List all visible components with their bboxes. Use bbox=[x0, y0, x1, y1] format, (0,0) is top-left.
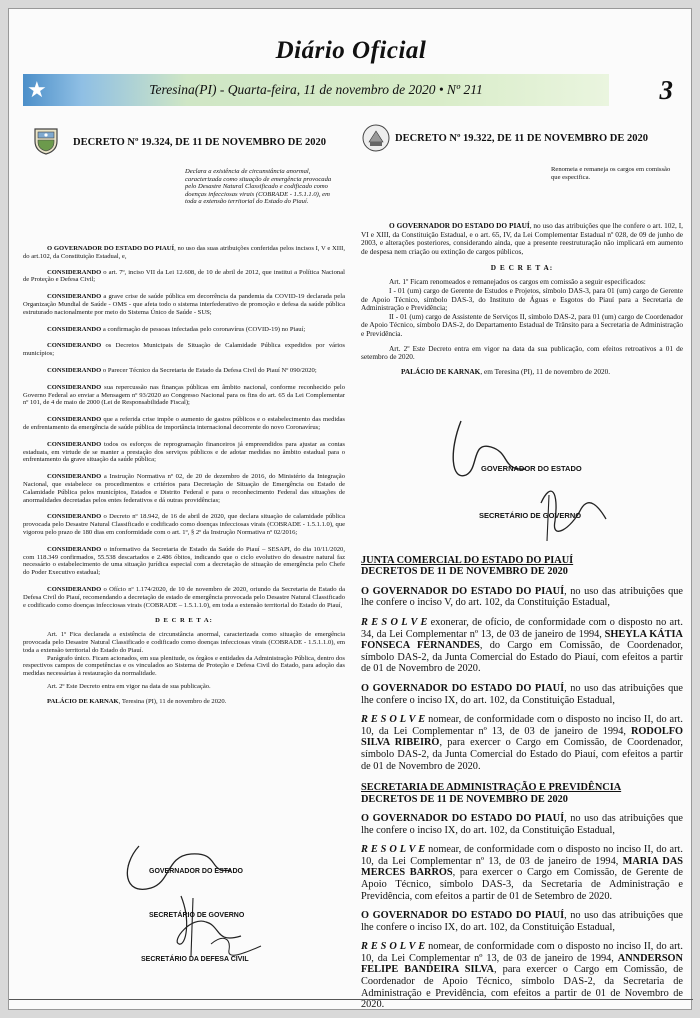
junta-resolve-1: R E S O L V E exonerar, de ofício, de conformidade com o disposto no art. 34, da Lei Complementar nº 13, de 03 de janeiro de 1994, SHEYLA KÁTIA FONSECA FERNANDES, do Cargo em Comissão, de Coordenador, símbolo DAS-2, da Junta Comercial do Estado do Piauí, com efeitos a partir de 01 de Novembro de 2020. bbox=[361, 617, 683, 675]
signature-governador: GOVERNADOR DO ESTADO bbox=[149, 868, 243, 875]
junta-governor-clause-2: O GOVERNADOR DO ESTADO DO PIAUÍ, no uso das atribuições que lhe confere o inciso IX, do art. 102, da Constituição Estadual, bbox=[361, 682, 683, 706]
right-preamble: O GOVERNADOR DO ESTADO DO PIAUÍ, no uso das atribuições que lhe confere o art. 102, I, VI e XIII, da Constituição Estadual, e o art. 65, IV, da Lei Complementar Estadual nº 028, de 09 de junho de 2003, e alterações posteriores, considerando ainda, que a presente reestruturação não implicará em aumento de despesa nem criação ou extinção de cargos públicos, bbox=[361, 221, 683, 256]
right-signature-secretario: SECRETÁRIO DE GOVERNO bbox=[479, 511, 582, 520]
star-icon: ★ bbox=[27, 77, 47, 102]
decree-title-19324: DECRETO Nº 19.324, DE 11 DE NOVEMBRO DE 2020 bbox=[73, 137, 326, 148]
state-seal-icon bbox=[361, 123, 391, 153]
sea-resolve-2: R E S O L V E nomear, de conformidade com o disposto no inciso II, do art. 10, da Lei Complementar nº 13, de 03 de janeiro de 1994, ANNDERSON FELIPE BANDEIRA SILVA, para exercer o Cargo em Comissão, de Coordenador de Apoio Técnico, símbolo DAS-2, da Secretaria de Administração e Previdência, com efeitos a partir de 01 de Novembro de 2020. bbox=[361, 941, 683, 1011]
junta-comercial-section bbox=[361, 555, 683, 1011]
right-article-2: Art. 2º Este Decreto entra em vigor na data da sua publicação, com efeitos retroativos a 01 de setembro de 2020. bbox=[361, 343, 683, 362]
masthead-title: Diário Oficial bbox=[275, 37, 427, 64]
article-1-paragraph: Parágrafo único. Ficam acionados, em sua plenitude, os órgãos e entidades da Administração Pública, dentro dos respectivos campos de competências e os vinculados ao Sistema de Proteção e Defesa Civil do Estado, para adoção das medidas necessárias à restauração da normalidade. bbox=[23, 654, 345, 678]
junta-governor-clause: O GOVERNADOR DO ESTADO DO PIAUÍ, no uso das atribuições que lhe confere o inciso V, do art. 102, da Constituição Estadual, bbox=[361, 585, 683, 609]
sea-resolve-1: R E S O L V E nomear, de conformidade com o disposto no inciso II, do art. 10, da Lei Complementar nº 13, de 03 de janeiro de 1994, MARIA DAS MERCES BARROS, para exercer o Cargo em Comissão, de Gerente de Apoio Técnico, símbolo DAS-3, da Secretaria de Administração e Previdência, com efeitos a partir de 01 de Setembro de 2020. bbox=[361, 844, 683, 902]
newspaper-page bbox=[8, 8, 692, 1010]
sea-governor-clause: O GOVERNADOR DO ESTADO DO PIAUÍ, no uso das atribuições que lhe confere o inciso IX, do art. 102, da Constituição Estadual, bbox=[361, 812, 683, 836]
right-item-1: I - 01 (um) cargo de Gerente de Estudos e Projetos, símbolo DAS-3, para 01 (um) cargo de Gerente de Apoio Técnico, símbolo DAS-3, do Instituto de Águas e Esgotos do Piauí para a Secretaria de Administração e Previdência; bbox=[361, 285, 683, 313]
right-decree-body bbox=[361, 222, 683, 376]
page-number: 3 bbox=[659, 75, 673, 105]
considerando-12: CONSIDERANDO o Ofício nº 1.174/2020, de 10 de novembro de 2020, oriundo da Secretaria de Estado da Defesa Civil do Piauí, recomendando a decretação de estado de emergência provocada pelo Desastre Natural Classificado e codificado como doenças infecciosas virais (COBRADE – 1.5.1.1.0), em toda a extensão territorial do Estado do Piauí, bbox=[23, 585, 345, 609]
right-palacio-line: PALÁCIO DE KARNAK, em Teresina (PI), 11 de novembro de 2020. bbox=[401, 366, 611, 376]
junta-date: DECRETOS DE 11 DE NOVEMBRO DE 2020 bbox=[361, 566, 568, 578]
decree-summary: Declara a existência de circunstância anormal, caracterizada como situação de emergência provocada pelo Desastre Natural Classificado e codificado como doenças infecciosas virais (COBRADE - 1.5.1.1.0), em toda a extensão territorial do Estado do Piauí. bbox=[185, 168, 332, 206]
considerando-10: CONSIDERANDO o Decreto nº 18.942, de 16 de abril de 2020, que declara situação de calamidade pública provocada pelo Desastre Natural Classificado e codificado como doenças infecciosas virais (COBRADE - 1.5.1.1.0), que vigorou pelo prazo de 180 dias em conformidade com o art. 1º, § 2º da Instrução Normativa nº 02/2016; bbox=[23, 513, 345, 536]
considerando-5: CONSIDERANDO o Parecer Técnico da Secretaria de Estado da Defesa Civil do Piauí Nº 090/2020; bbox=[47, 366, 317, 374]
right-handwritten-signatures bbox=[431, 411, 651, 551]
decree-summary-19322: Renomeia e remaneja os cargos em comissão que especifica. bbox=[551, 166, 671, 181]
state-coat-of-arms-icon bbox=[31, 125, 61, 155]
right-decreta-heading: D E C R E T A: bbox=[490, 263, 554, 273]
handwritten-signatures bbox=[111, 826, 321, 976]
considerando-2: CONSIDERANDO a grave crise de saúde pública em decorrência da pandemia da COVID-19 declarada pela Organização Mundial de Saúde - OMS - que afeta todo o sistema interfederativo de promoção e defesa da saúde pública estruturado nacionalmente por meio do Sistema Único de Saúde - SUS; bbox=[23, 293, 345, 316]
considerando-4: CONSIDERANDO os Decretos Municipais de Situação de Calamidade Pública expedidos por vários municípios; bbox=[23, 342, 345, 358]
date-banner bbox=[23, 74, 609, 106]
palacio-line: PALÁCIO DE KARNAK, Teresina (PI), 11 de novembro de 2020. bbox=[47, 697, 227, 705]
considerando-11: CONSIDERANDO o informativo da Secretaria de Estado da Saúde do Piauí – SESAPI, do dia 10/11/2020, com 118.349 confirmados, 55.538 descartados e 2.486 óbitos, indicando que o ciclo evolutivo do desastre natural faz necessário o estabelecimento de uma situação jurídica especial com a decretação de situação de emergência pelo Chefe do Poder Executivo estadual; bbox=[23, 545, 345, 577]
sea-date: DECRETOS DE 11 DE NOVEMBRO DE 2020 bbox=[361, 793, 568, 805]
right-item-2: II - 01 (um) cargo de Assistente de Serviços II, símbolo DAS-2, para 01 (um) cargo de Coordenador de Apoio Técnico, símbolo DAS-2, do Departamento Estadual de Trânsito para a Secretaria de Administração e Previdência. bbox=[361, 311, 683, 338]
article-1: Art. 1º Fica declarada a existência de circunstância anormal, caracterizada como situação de emergência provocada pelo Desastre Natural Classificado e codificado como doenças infecciosas virais (COBRADE - 1.5.1.1.0), em toda a extensão territorial do Estado do Piauí. bbox=[23, 631, 345, 654]
considerando-3: CONSIDERANDO a confirmação de pessoas infectadas pelo coronavírus (COVID-19) no Piauí; bbox=[47, 325, 306, 333]
considerando-8: CONSIDERANDO todos os esforços de reprogramação financeiros já empreendidos para ajustar as contas estaduais, em virtude de se manter a prestação dos serviços públicos e de adotar medidas no âmbito estadual para o enfrentamento da grave situação da saúde pública; bbox=[23, 440, 345, 464]
sea-governor-clause-2: O GOVERNADOR DO ESTADO DO PIAUÍ, no uso das atribuições que lhe confere o inciso IX, do art. 102, da Constituição Estadual, bbox=[361, 910, 683, 933]
considerando-7: CONSIDERANDO que a referida crise impõe o aumento de gastos públicos e o estabelecimento das medidas de enfrentamento da emergência de saúde pública de importância internacional decorrente do novo Coronavírus; bbox=[23, 416, 345, 431]
junta-heading: JUNTA COMERCIAL DO ESTADO DO PIAUÍ bbox=[361, 555, 574, 566]
right-column bbox=[361, 121, 683, 1011]
considerando-1: CONSIDERANDO o art. 7º, inciso VII da Lei 12.608, de 10 de abril de 2012, que institui a Política Nacional de Proteção e Defesa Civil; bbox=[23, 268, 345, 284]
preamble-governor: O GOVERNADOR DO ESTADO DO PIAUÍ, no uso das suas atribuições conferidas pelos incisos I, V e XIII, do art.102, da Constituição Estadual, e, bbox=[23, 245, 345, 260]
sea-heading: SECRETARIA DE ADMINISTRAÇÃO E PREVIDÊNCIA bbox=[361, 782, 622, 794]
considerando-9: CONSIDERANDO a Instrução Normativa nº 02, de 20 de dezembro de 2016, do Ministério da Integração Nacional, que estabelece os procedimentos e critérios para Decretação de Situação de Emergência ou Estado de Calamidade Pública pelos municípios, Estados e Distrito Federal e para o reconhecimento Federal das situações de anormalidades decretadas pelos entes federativos e dá outras providências; bbox=[23, 473, 345, 504]
junta-resolve-2: R E S O L V E nomear, de conformidade com o disposto no inciso II, do art. 10, da Lei Complementar nº 13, de 03 de janeiro de 1994, RODOLFO SILVA RIBEIRO, para exercer o Cargo em Comissão, de Coordenador, símbolo DAS-2, da Junta Comercial do Estado do Piauí, com efeitos a partir de 01 de Novembro de 2020. bbox=[361, 714, 683, 772]
signature-secretario-governo: SECRETÁRIO DE GOVERNO bbox=[149, 912, 245, 919]
article-2: Art. 2º Este Decreto entra em vigor na data de sua publicação. bbox=[47, 683, 211, 691]
considerando-6: CONSIDERANDO sua repercussão nas finanças públicas em âmbito nacional, conforme reconhecido pelo Governo Federal ao enviar a Mensagem nº 93/2020 ao Congresso Nacional para os fins do art. 65 da Lei Complementar nº 101, de 4 de maio de 2000 (Lei de Responsabilidade Fiscal); bbox=[23, 383, 345, 407]
signature-secretario-defesa-civil: SECRETÁRIO DA DEFESA CIVIL bbox=[141, 956, 249, 963]
right-article-1: Art. 1º Ficam renomeados e remanejados os cargos em comissão a seguir especificados: bbox=[389, 277, 646, 287]
left-column bbox=[23, 121, 345, 1001]
preamble-block bbox=[23, 245, 345, 706]
decreta-heading: D E C R E T A: bbox=[155, 617, 213, 625]
right-signature-governador: GOVERNADOR DO ESTADO bbox=[481, 464, 582, 473]
decree-title-19322: DECRETO Nº 19.322, DE 11 DE NOVEMBRO DE 2020 bbox=[395, 133, 648, 144]
dateline: Teresina(PI) - Quarta-feira, 11 de novembro de 2020 • Nº 211 bbox=[149, 82, 483, 97]
